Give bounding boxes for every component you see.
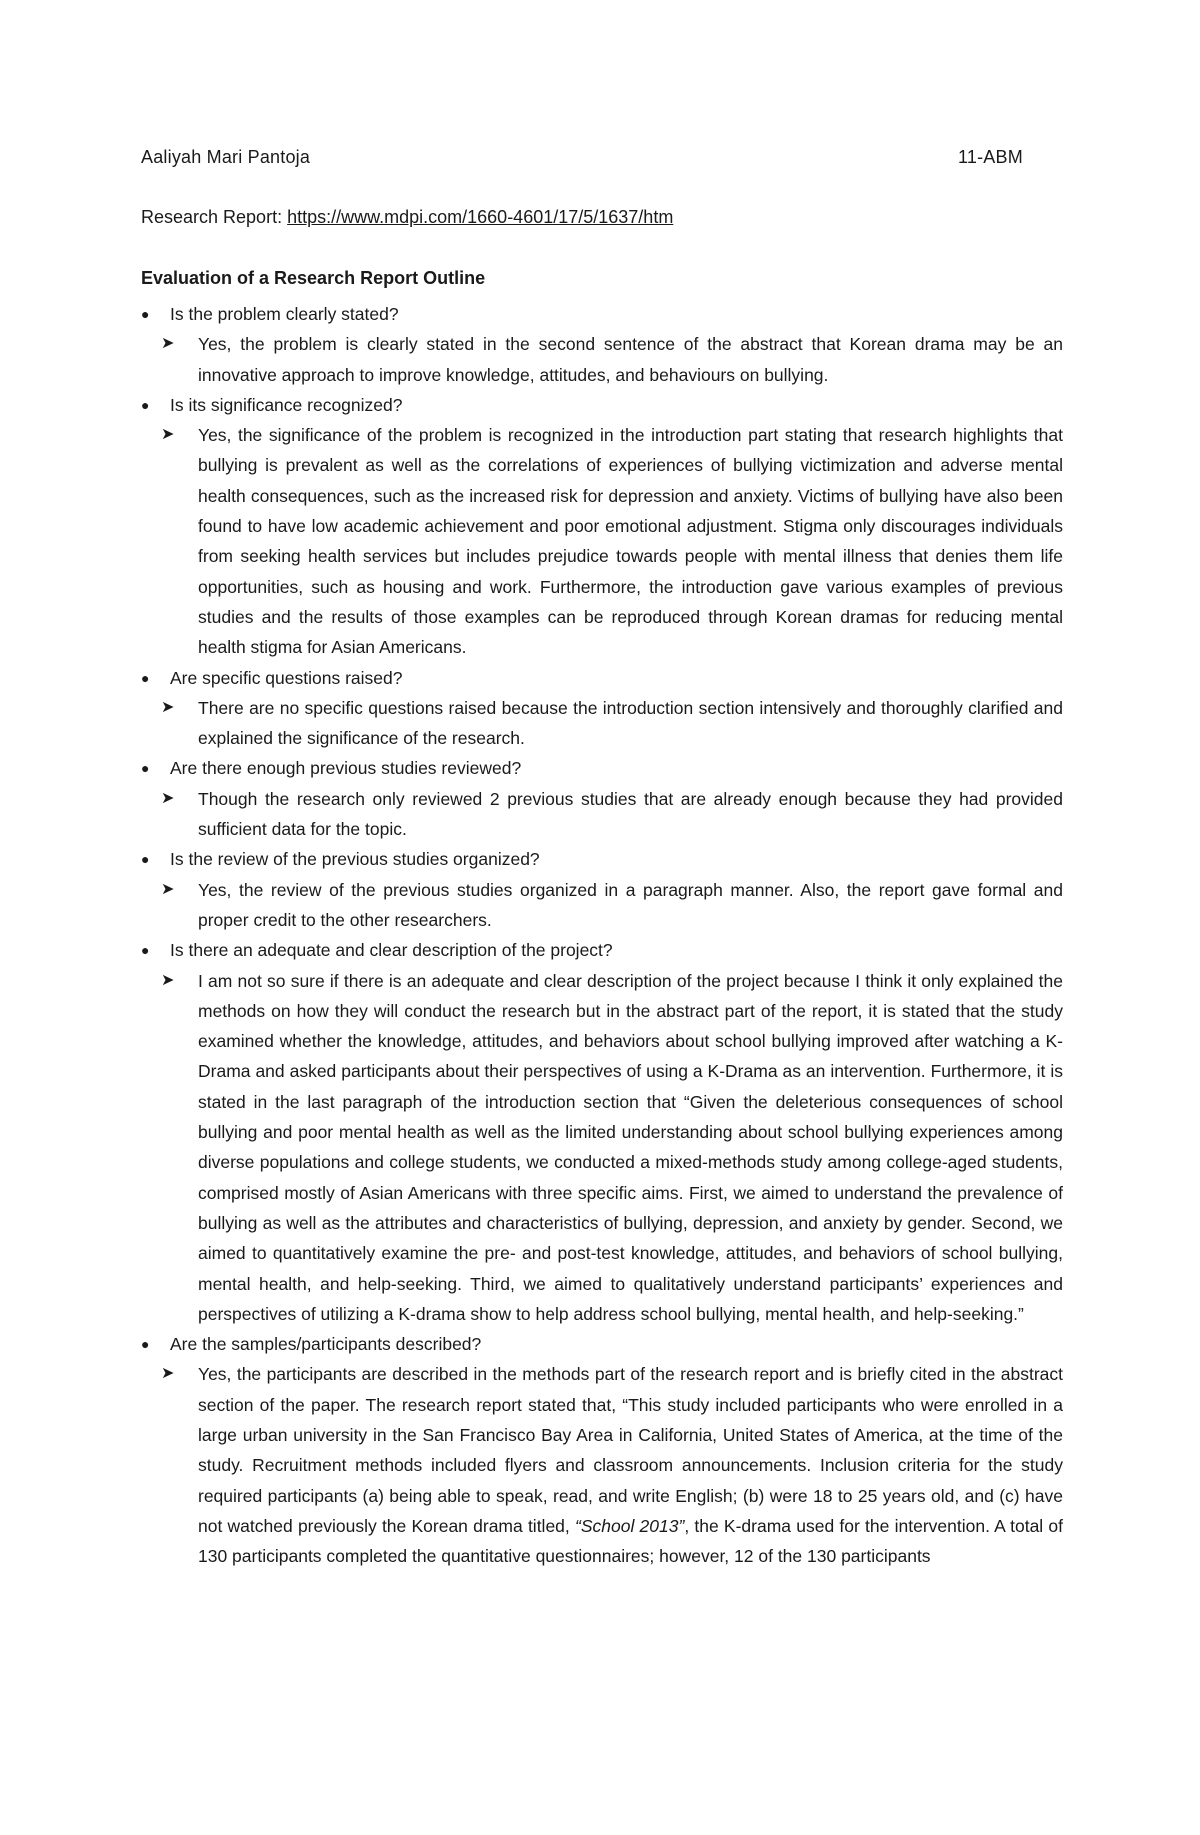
arrowhead-icon: ➤	[161, 880, 175, 898]
drama-title: “School 2013”	[575, 1515, 685, 1536]
arrowhead-icon: ➤	[161, 335, 175, 353]
bullet-icon: ●	[141, 760, 150, 777]
outline-question: ● Is its significance recognized?	[141, 390, 1063, 420]
outline-answer: ➤ Yes, the review of the previous studies organized in a paragraph manner. Also, the report gave formal and proper credit to the other researchers.	[141, 875, 1063, 936]
outline-question: ● Is the problem clearly stated?	[141, 299, 1063, 329]
outline-question: ● Is the review of the previous studies organized?	[141, 844, 1063, 874]
arrowhead-icon: ➤	[161, 426, 175, 444]
bullet-icon: ●	[141, 1336, 150, 1353]
arrowhead-icon: ➤	[161, 789, 175, 807]
outline-answer: ➤ I am not so sure if there is an adequate and clear description of the project because I think it only explained the methods on how they will conduct the research but in the abstract part of the report, it is stated that the study examined whether the knowledge, attitudes, and behaviors about school bullying improved after watching a K-Drama and asked participants about their perspectives of using a K-Drama as an intervention. Furthermore, it is stated in the last paragraph of the introduction section that “Given the deleterious consequences of school bullying and poor mental health as well as the limited understanding about school bullying experiences among diverse populations and college students, we conducted a mixed-methods study among college-aged students, comprised mostly of Asian Americans with three specific aims. First, we aimed to understand the prevalence of bullying as well as the attributes and characteristics of bullying, depression, and anxiety by gender. Second, we aimed to quantitatively examine the pre- and post-test knowledge, attitudes, and behaviors of school bullying, mental health, and help-seeking. Third, we aimed to qualitatively understand participants’ experiences and perspectives of utilizing a K-drama show to help address school bullying, mental health, and help-seeking.”	[141, 966, 1063, 1330]
evaluation-outline	[141, 299, 1063, 1571]
outline-answer: ➤ Though the research only reviewed 2 previous studies that are already enough because they had provided sufficient data for the topic.	[141, 784, 1063, 845]
outline-question: ● Is there an adequate and clear description of the project?	[141, 935, 1063, 965]
bullet-icon: ●	[141, 306, 150, 322]
outline-answer: ➤ Yes, the participants are described in the methods part of the research report and is briefly cited in the abstract section of the paper. The research report stated that, “This study included participants who were enrolled in a large urban university in the San Francisco Bay Area in California, United States of America, at the time of the study. Recruitment methods included flyers and classroom announcements. Inclusion criteria for the study required participants (a) being able to speak, read, and write English; (b) were 18 to 25 years old, and (c) have not watched previously the Korean drama titled, “School 2013”, the K-drama used for the intervention. A total of 130 participants completed the quantitative questionnaires; however, 12 of the 130 participants	[141, 1359, 1063, 1571]
outline-answer: ➤ Yes, the significance of the problem is recognized in the introduction part stating that research highlights that bullying is prevalent as well as the correlations of experiences of bullying victimization and adverse mental health consequences, such as the increased risk for depression and anxiety. Victims of bullying have also been found to have low academic achievement and poor emotional adjustment. Stigma only discourages individuals from seeking health services but includes prejudice towards people with mental illness that denies them life opportunities, such as housing and work. Furthermore, the introduction gave various examples of previous studies and the results of those examples can be reproduced through Korean dramas for reducing mental health stigma for Asian Americans.	[141, 420, 1063, 662]
bullet-icon: ●	[141, 669, 150, 686]
outline-answer: ➤ There are no specific questions raised because the introduction section intensively and thoroughly clarified and explained the significance of the research.	[141, 693, 1063, 754]
research-report-label: Research Report:	[141, 207, 283, 227]
arrowhead-icon: ➤	[161, 971, 175, 989]
outline-title: Evaluation of a Research Report Outline	[141, 268, 486, 288]
arrowhead-icon: ➤	[161, 698, 175, 716]
outline-question: ● Are there enough previous studies reviewed?	[141, 753, 1063, 783]
class-section: 11-ABM	[958, 147, 1023, 167]
research-report-line	[141, 207, 673, 228]
outline-question: ● Are the samples/participants described?	[141, 1329, 1063, 1359]
author-name: Aaliyah Mari Pantoja	[141, 147, 311, 167]
outline-question: ● Are specific questions raised?	[141, 663, 1063, 693]
arrowhead-icon: ➤	[161, 1365, 175, 1383]
research-report-link[interactable]: https://www.mdpi.com/1660-4601/17/5/1637/htm	[287, 207, 674, 227]
bullet-icon: ●	[141, 396, 150, 413]
bullet-icon: ●	[141, 851, 150, 868]
bullet-icon: ●	[141, 942, 150, 959]
outline-answer: ➤ Yes, the problem is clearly stated in the second sentence of the abstract that Korean drama may be an innovative approach to improve knowledge, attitudes, and behaviours on bullying.	[141, 329, 1063, 390]
